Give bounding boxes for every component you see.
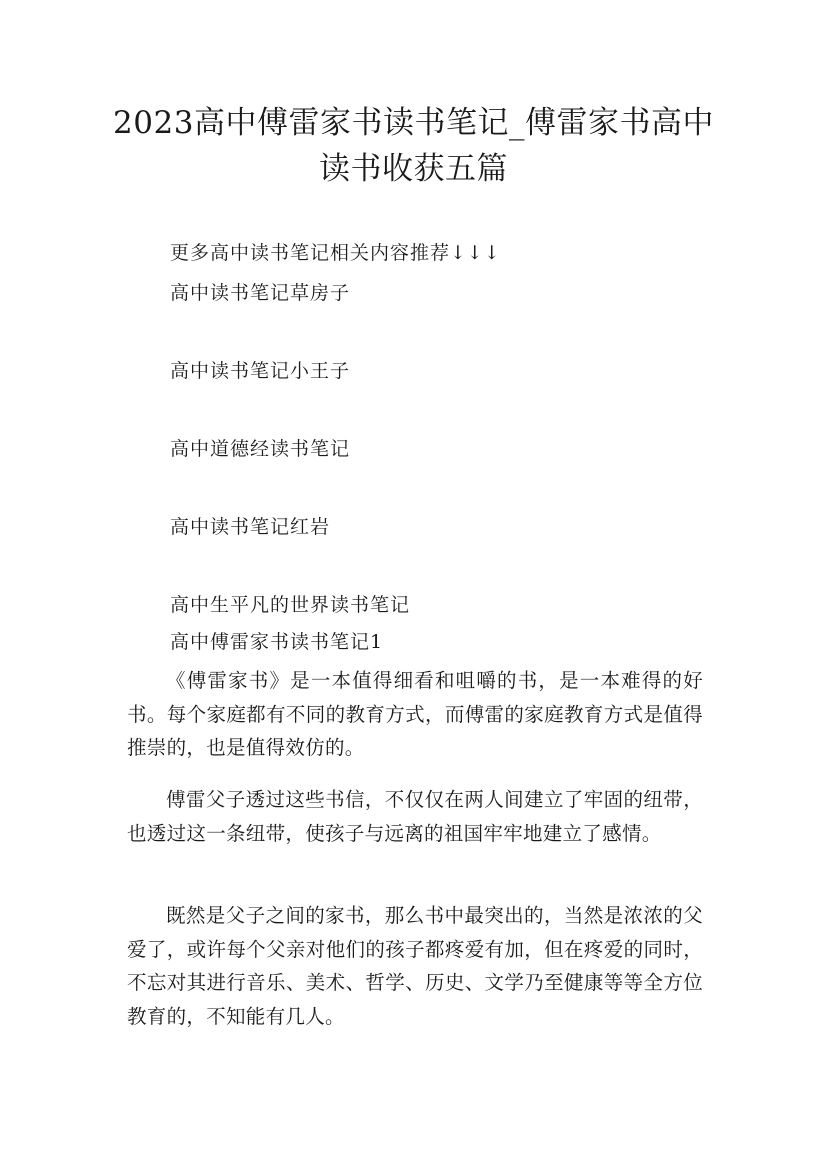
- section-heading: 高中傅雷家书读书笔记1: [170, 631, 384, 653]
- recommend-link-daodejing[interactable]: 高中道德经读书笔记: [170, 438, 351, 460]
- document-title: 2023高中傅雷家书读书笔记_傅雷家书高中读书收获五篇: [113, 105, 714, 187]
- paragraph: 《傅雷家书》是一本值得细看和咀嚼的书，是一本难得的好书。每个家庭都有不同的教育方式，而傅雷的家庭教育方式是值得推崇的，也是值得效仿的。: [127, 669, 703, 759]
- recommend-link-xiaowangzi[interactable]: 高中读书笔记小王子: [170, 360, 351, 382]
- paragraph: 既然是父子之间的家书，那么书中最突出的，当然是浓浓的父爱了，或许每个父亲对他们的孩子都疼爱有加，但在疼爱的同时，不忘对其进行音乐、美术、哲学、历史、文学乃至健康等等全方位教育的，不知能有几人。: [127, 904, 703, 1028]
- recommend-heading: 更多高中读书笔记相关内容推荐↓↓↓: [170, 242, 501, 264]
- recommend-link-caofangzi[interactable]: 高中读书笔记草房子: [170, 282, 351, 304]
- paragraph: 傅雷父子透过这些书信，不仅仅在两人间建立了牢固的纽带，也透过这一条纽带，使孩子与远离的祖国牢牢地建立了感情。: [127, 788, 703, 845]
- recommend-link-hongyan[interactable]: 高中读书笔记红岩: [170, 516, 331, 538]
- recommend-link-pingfan[interactable]: 高中生平凡的世界读书笔记: [170, 594, 411, 616]
